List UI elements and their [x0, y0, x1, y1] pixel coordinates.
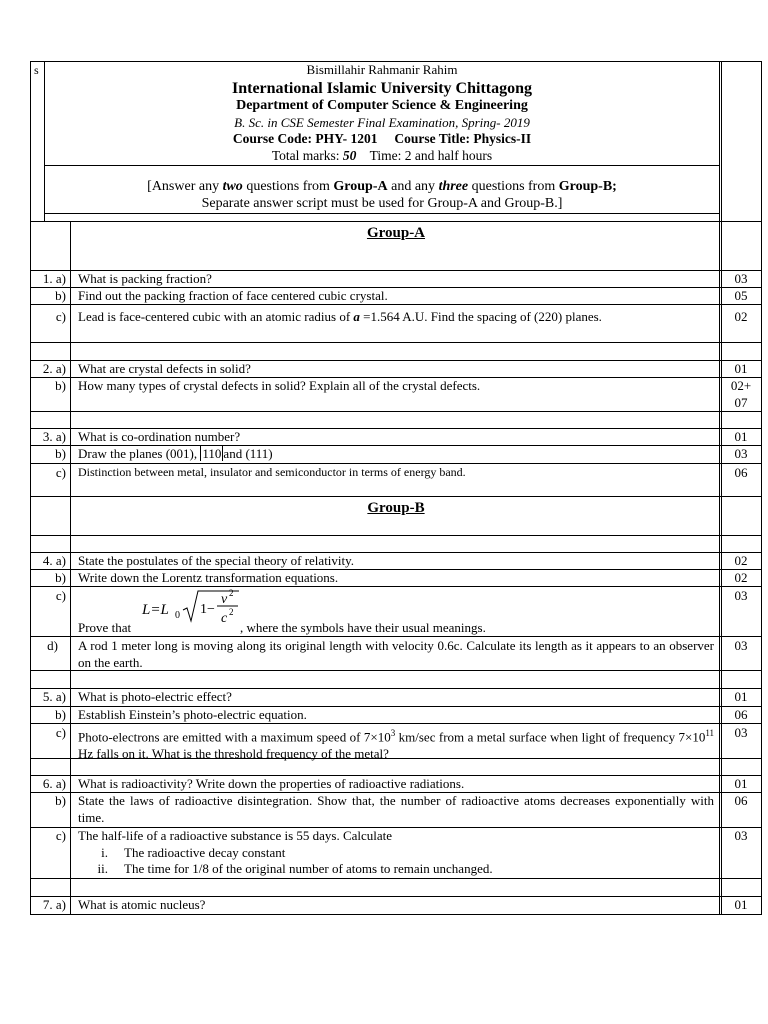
question-marks: 01	[734, 776, 748, 791]
question-number: c)	[55, 725, 66, 740]
question-marks: 07	[734, 395, 748, 410]
group-a-heading: Group-A	[366, 225, 426, 241]
question-number: b)	[55, 378, 66, 393]
question-text: Draw the planes (001), 110 and (111)	[78, 446, 273, 461]
instructions-line-1: [Answer any two questions from Group-A and any three questions from Group-B;	[147, 179, 617, 194]
bismillah-line: Bismillahir Rahmanir Rahim	[306, 62, 458, 77]
question-text: Write down the Lorentz transformation equations.	[78, 570, 339, 585]
question-text: What is photo-electric effect?	[78, 689, 232, 704]
question-text: Prove that	[78, 620, 132, 635]
question-number: 1. a)	[42, 271, 66, 286]
question-marks: 02+	[730, 378, 752, 393]
corner-mark: s	[34, 63, 39, 77]
sub-item-number: i.	[101, 845, 108, 860]
question-marks: 03	[734, 271, 748, 286]
question-marks: 05	[734, 288, 748, 303]
total-marks-value: 50	[342, 148, 357, 163]
exam-title: B. Sc. in CSE Semester Final Examination, Spring- 2019	[234, 115, 530, 130]
sub-item-number: ii.	[97, 861, 108, 876]
sub-item-text: The time for 1/8 of the original number of atoms to remain unchanged.	[124, 861, 493, 876]
question-number: b)	[55, 793, 66, 808]
question-text: How many types of crystal defects in solid? Explain all of the crystal defects.	[78, 378, 481, 393]
question-text: State the laws of radioactive disintegration. Show that, the number of radioactive atoms decreases exponentially with time.	[78, 793, 714, 825]
question-number: c)	[55, 588, 66, 603]
question-number: b)	[55, 446, 66, 461]
question-number: c)	[55, 828, 66, 843]
question-text: What is atomic nucleus?	[78, 897, 206, 912]
exam-time: Time: 2 and half hours	[369, 148, 493, 163]
question-number: 6. a)	[42, 776, 66, 791]
question-text: Find out the packing fraction of face centered cubic crystal.	[78, 288, 388, 303]
question-text: Photo-electrons are emitted with a maximum speed of $7\times 10^3$ km/sec from a metal surface when light of frequency $7\times 10^{11}$ Hz falls on it. What is the threshold frequency of the metal?	[78, 728, 715, 761]
question-marks: 01	[734, 429, 748, 444]
question-marks: 03	[734, 588, 748, 603]
question-number: 4. a)	[42, 553, 66, 568]
course-line	[44, 131, 720, 147]
question-marks: 01	[734, 897, 748, 912]
course-title: Course Title: Physics-II	[394, 131, 532, 146]
question-text: State the postulates of the special theory of relativity.	[78, 553, 355, 568]
question-text: What is co-ordination number?	[78, 429, 241, 444]
question-marks: 01	[734, 361, 748, 376]
course-code: Course Code: PHY- 1201	[232, 131, 378, 146]
question-marks: 06	[734, 707, 748, 722]
question-number: b)	[55, 707, 66, 722]
question-marks: 03	[734, 446, 748, 461]
question-text: The half-life of a radioactive substance is 55 days. Calculate	[78, 828, 393, 843]
sub-item-text: The radioactive decay constant	[124, 845, 286, 860]
question-marks: 02	[734, 553, 748, 568]
question-number: d)	[47, 638, 58, 653]
group-b-heading: Group-B	[367, 500, 425, 516]
question-number: b)	[55, 570, 66, 585]
question-marks: 02	[734, 570, 748, 585]
question-text: A rod 1 meter long is moving along its original length with velocity 0.6c. Calculate its length as it appears to an observer on the earth.	[78, 638, 714, 670]
question-text: Establish Einstein’s photo-electric equation.	[78, 707, 307, 722]
question-number: 3. a)	[42, 429, 66, 444]
question-number: b)	[55, 288, 66, 303]
question-number: 2. a)	[42, 361, 66, 376]
question-text: What is radioactivity? Write down the properties of radioactive radiations.	[78, 776, 465, 791]
question-text: Distinction between metal, insulator and semiconductor in terms of energy band.	[78, 465, 466, 479]
total-marks-label: Total marks:	[271, 148, 340, 163]
question-text: What are crystal defects in solid?	[78, 361, 251, 376]
marks-time-line	[44, 148, 720, 164]
question-marks: 06	[734, 793, 748, 808]
department-name: Department of Computer Science & Engineering	[236, 98, 528, 113]
question-number: 5. a)	[42, 689, 66, 704]
university-name: International Islamic University Chittagong	[232, 80, 532, 97]
question-text: Lead is face-centered cubic with an atomic radius of a =1.564 A.U. Find the spacing of (220) planes.	[78, 309, 602, 324]
miller-index-plane: 110	[202, 446, 222, 461]
question-marks: 03	[734, 638, 748, 653]
question-marks: 01	[734, 689, 748, 704]
question-text: What is packing fraction?	[78, 271, 212, 286]
question-marks: 03	[734, 725, 748, 740]
question-marks: 03	[734, 828, 748, 843]
question-marks: 06	[734, 465, 748, 480]
question-number: c)	[55, 309, 66, 324]
question-marks: 02	[734, 309, 748, 324]
question-text: , where the symbols have their usual meanings.	[240, 620, 486, 635]
question-number: c)	[55, 465, 66, 480]
instructions-line-2: Separate answer script must be used for Group-A and Group-B.]	[201, 196, 563, 211]
question-number: 7. a)	[42, 897, 66, 912]
